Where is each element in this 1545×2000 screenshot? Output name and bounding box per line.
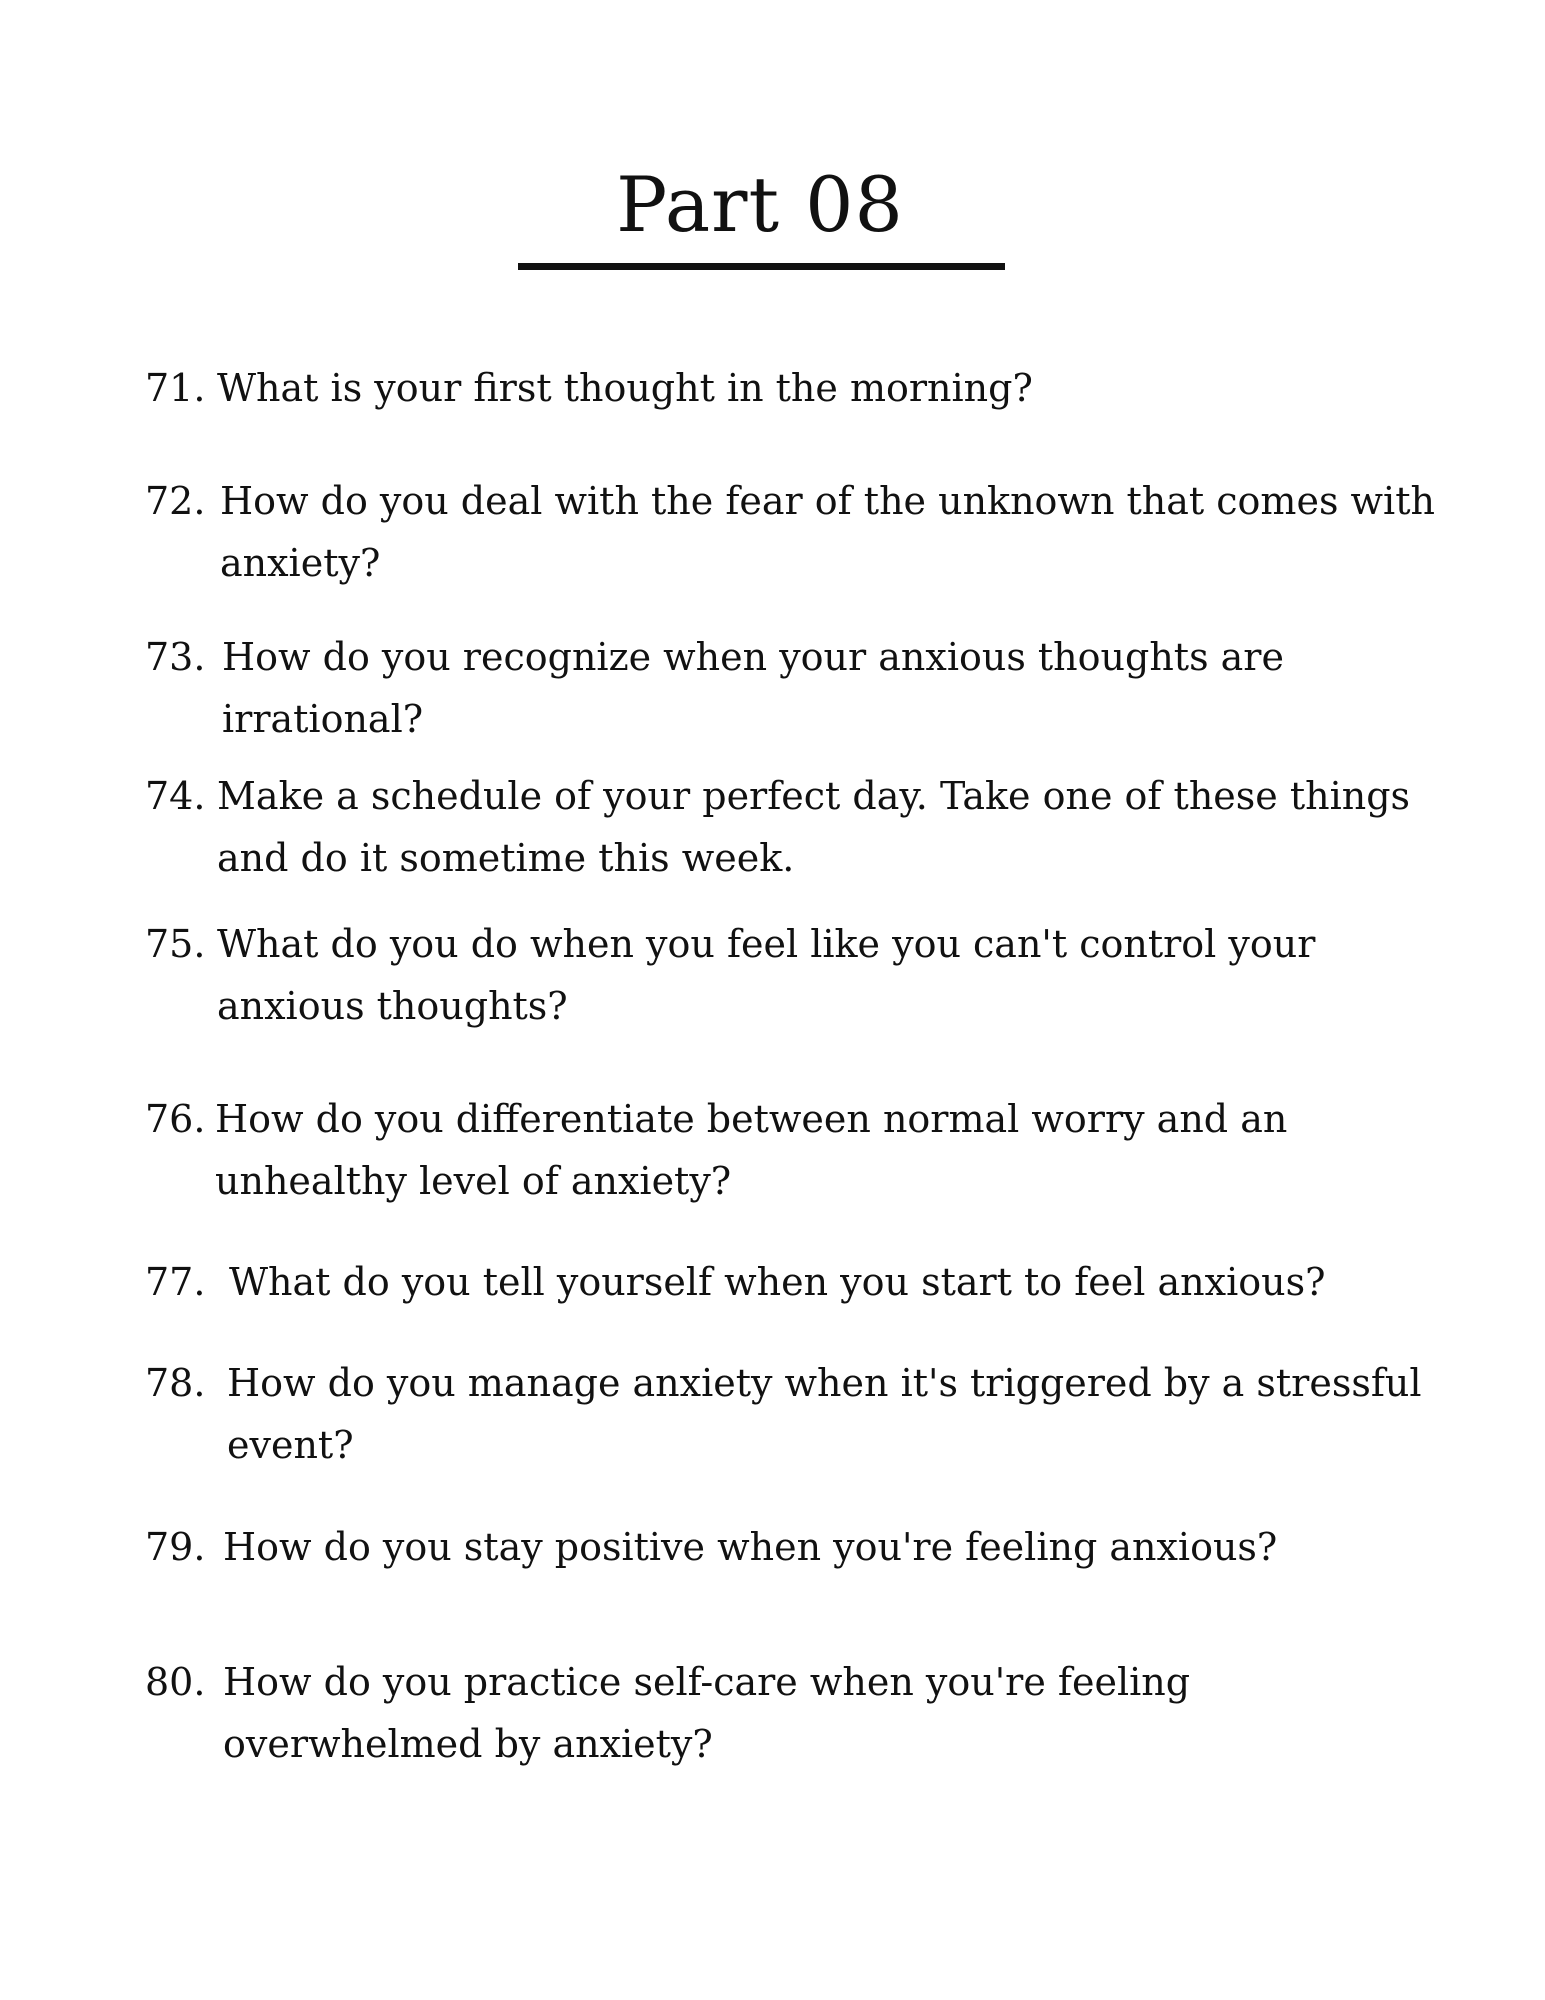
- question-text: What do you do when you feel like you can't control your anxious thoughts?: [217, 922, 1316, 1028]
- question-number: 75.: [145, 922, 206, 966]
- question-text: How do you deal with the fear of the unknown that comes with anxiety?: [220, 479, 1435, 585]
- question-number: 73.: [145, 635, 206, 679]
- question-number: 77.: [145, 1260, 206, 1304]
- question-number: 78.: [145, 1361, 206, 1405]
- question-text: Make a schedule of your perfect day. Take one of these things and do it sometime this week.: [217, 774, 1411, 880]
- question-text: What is your first thought in the morning?: [217, 366, 1033, 410]
- title-underline: [518, 263, 1005, 270]
- question-number: 74.: [145, 774, 206, 818]
- question-number: 71.: [145, 366, 206, 410]
- question-text: How do you practice self-care when you're feeling overwhelmed by anxiety?: [223, 1660, 1191, 1766]
- question-number: 80.: [145, 1660, 206, 1704]
- question-text: How do you differentiate between normal worry and an unhealthy level of anxiety?: [215, 1097, 1288, 1203]
- question-text: How do you manage anxiety when it's triggered by a stressful event?: [227, 1361, 1422, 1467]
- question-text: How do you recognize when your anxious thoughts are irrational?: [222, 635, 1284, 741]
- question-text: What do you tell yourself when you start to feel anxious?: [229, 1260, 1326, 1304]
- question-number: 76.: [145, 1097, 206, 1141]
- question-number: 79.: [145, 1525, 206, 1569]
- page-title: Part 08: [616, 160, 904, 249]
- question-text: How do you stay positive when you're feeling anxious?: [223, 1525, 1278, 1569]
- question-number: 72.: [145, 479, 206, 523]
